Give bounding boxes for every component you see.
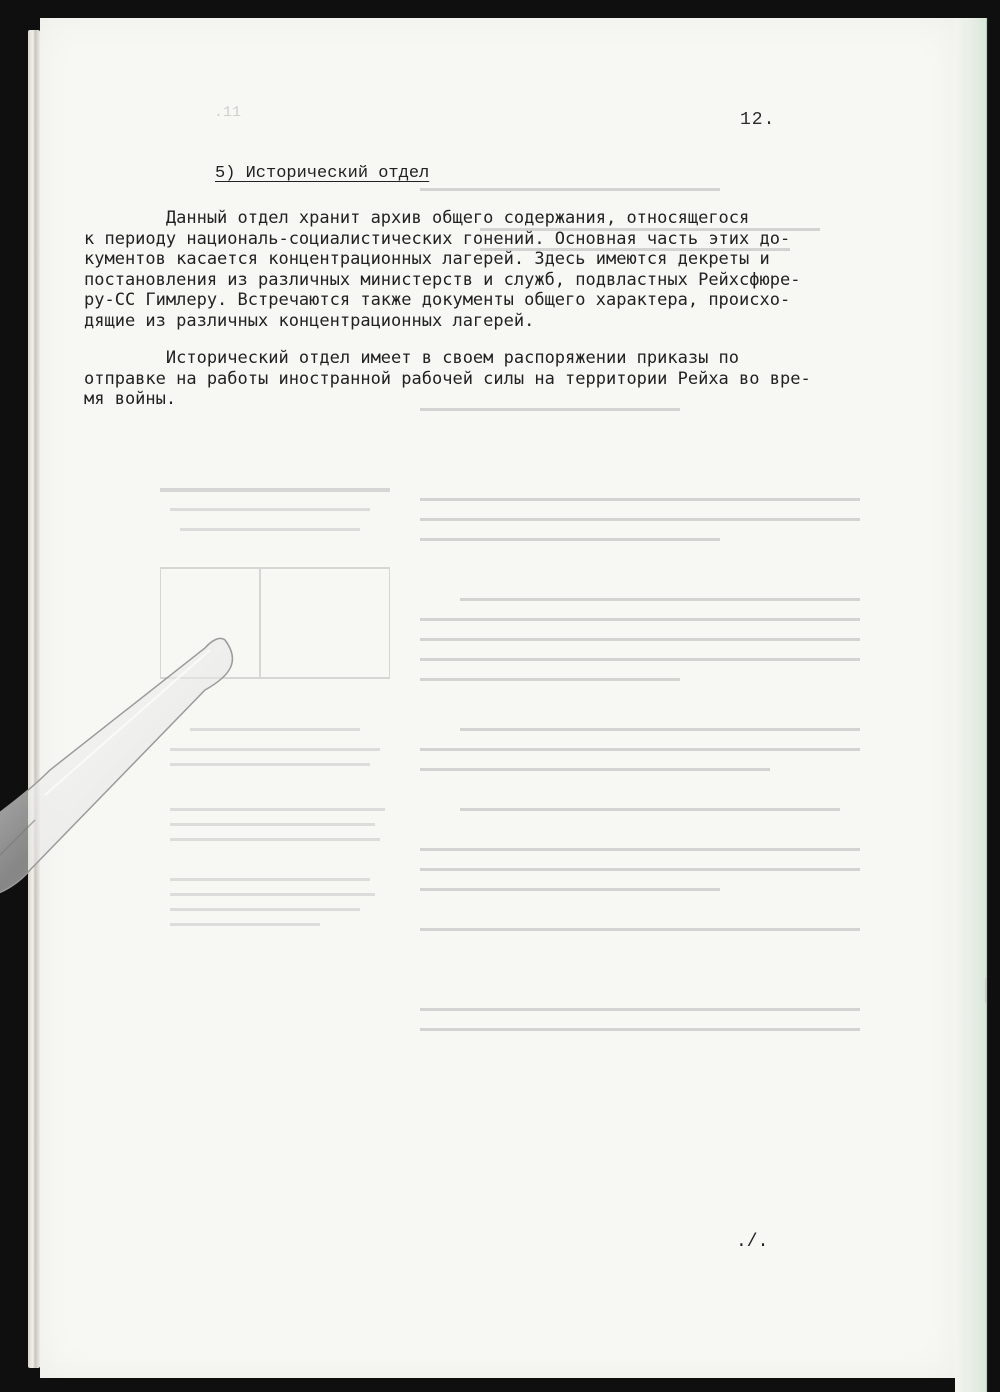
edge-mark [985,978,987,1003]
section-heading: 5) Исторический отдел [215,164,430,183]
paragraph-2: Исторический отдел имеет в своем распоряжении приказы по отправке на работы иностранной рабочей силы на территории Рейха во вре- мя войны. [84,348,811,409]
page-number: 12. [740,110,776,130]
page-stack-edge [28,30,40,1368]
document-page [40,18,955,1378]
show-through-document-image [160,428,390,958]
continuation-mark: ./. [736,1232,769,1252]
stray-mark: .11 [214,104,242,121]
paragraph-1: Данный отдел хранит архив общего содержания, относящегося к периоду националь-социалистических гонений. Основная часть этих до- кументов касается концентрационных лагерей. Здесь имеются декреты и постановления из различных министерств и служб, подвластных Рейхсфюре- ру-СС Гимлеру. Встречаются также документы общего характера, происхо- дящие из различных концентрационных лагерей. [84,208,801,331]
next-page-edge [955,18,1000,1392]
